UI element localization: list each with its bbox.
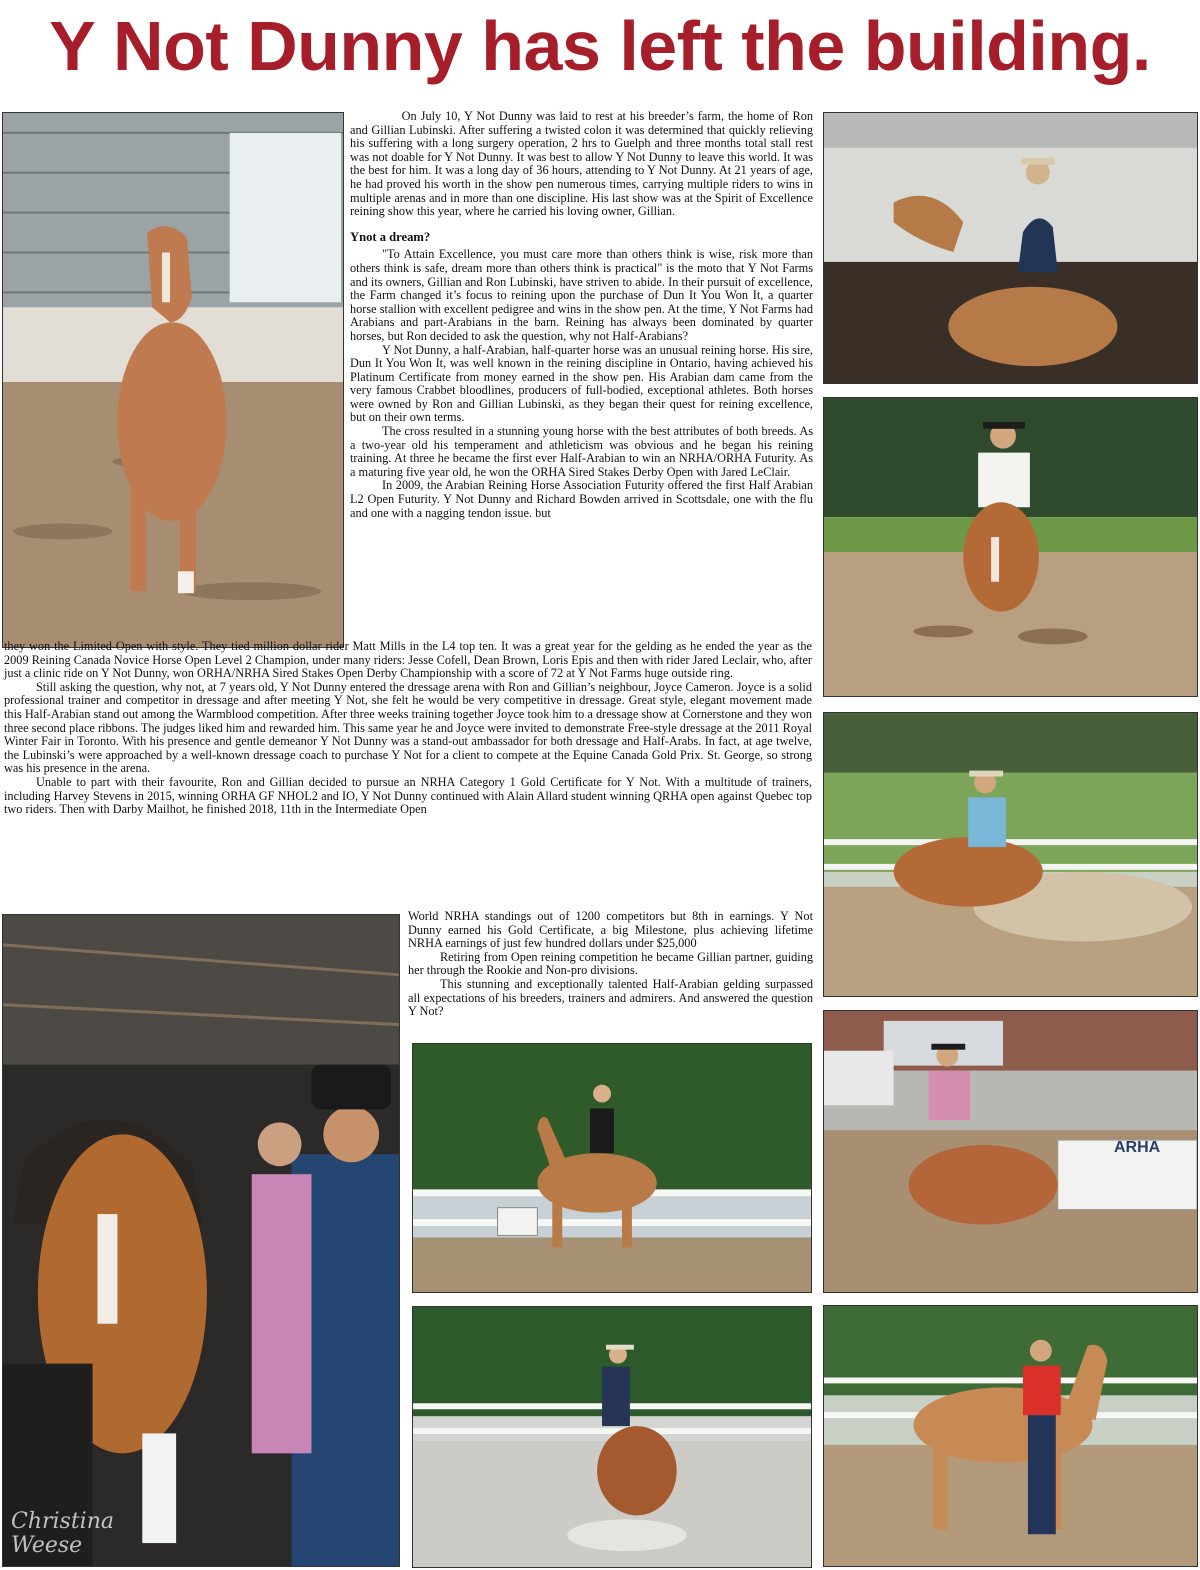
article-column-wide [4,640,812,912]
article-column-top [350,110,813,640]
paragraph-dressage: Still asking the question, why not, at 7 years old, Y Not Dunny entered the dressage arena with Ron and Gillian’s neighbour, Joyce Cameron. Joyce is a solid professional trainer and competitor in dressage and after meeting Y Not, she felt he would be very competitive in dressage. Great style, elegant movement made this Half-Arabian stand out among the Warmblood competition. After three weeks training together Joyce took him to a dressage show at Cornerstone and they won three second place ribbons. The judges liked him and rewarded him. This same year he and Joyce were invited to demonstrate Free-style dressage at the 2011 Royal Winter Fair in Toronto. With his presence and gentle demeanor Y Not Dunny was a stand-out ambassador for both dressage and Half-Arabs. In fact, at age twelve, the Lubinski’s were approached by a well-known dressage coach to purchase Y Not for a client to compete at the Equine Canada Gold Prix. St. George, so strong was his presence in the arena. [4,679,812,776]
photo-horse-indoor-arena [2,112,344,648]
photo-rider-arha-banner [823,1010,1198,1293]
paragraph-half-arabian: Y Not Dunny, a half-Arabian, half-quarter horse was an unusual reining horse. His sire, Dun It You Won It, was well known in the reining discipline in Ontario, having achieved his Platinum Certificate from money earned in the show pen. His Arabian dam came from the very famous Crabbet bloodlines, producers of full-bodied, exceptional athletes. Both horses were owned by Ron and Gillian Lubinski, as they began their quest for reining excellence, but on their own terms. [350,342,813,425]
article-column-bottom [408,910,813,1040]
paragraph-cross: The cross resulted in a stunning young horse with the best attributes of both breeds. As a two-year old his temperament and athleticism was obvious and he began his reining training. At three he became the first ever Half-Arabian to win an NRHA/ORHA Futurity. As a maturing five year old, he won the ORHA Sired Stakes Derby Open with Jared LeClair. [350,424,813,479]
headline: Y Not Dunny has left the building. [49,7,1151,85]
photo-rider-dust-arena [412,1306,812,1568]
photo-horse-with-people [2,914,400,1567]
paragraph-quote: "To Attain Excellence, you must care more than others think is wise, risk more than others think is safe, dream more than others think is practical" is the moto that Y Not Farms and its owners, Gillian and Ron Lubinski, have striven to abide. In their pursuit of excellence, the Farm changed it’s focus to reining upon the purchase of Dun It You Won It, a quarter horse stallion with excellent pedigree and wins in the show pen. At the time, Y Not Farms had Arabians and part-Arabians in the barn. Reining has always been dominated by quarter horses, but Ron decided to ask the question, why not Half-Arabians? [350,247,813,343]
paragraph-retire: Retiring from Open reining competition he became Gillian partner, guiding her through the Rookie and Non-pro divisions. [408,949,813,978]
paragraph-2009: In 2009, the Arabian Reining Horse Association Futurity offered the first Half Arabian L2 Open Futurity. Y Not Dunny and Richard Bowden arrived in Scottsdale, one with the flu and one with a nagging tendon issue. but [350,478,813,520]
photo-credit: Christina Weese [11,1509,115,1558]
photo-horse-halter-outdoor [823,1305,1198,1567]
paragraph-final: This stunning and exceptionally talented Half-Arabian gelding surpassed all expectations of his breeders, trainers and admirers. And answered the question Y Not? [408,976,813,1019]
photo-sliding-stop-indoor [823,112,1198,384]
paragraph-gold-continued: World NRHA standings out of 1200 competitors but 8th in earnings. Y Not Dunny earned his Gold Certificate, a big Milestone, plus achieving lifetime NRHA earnings of just few hundred dollars under $25,000 [408,909,813,951]
photo-rider-white-shirt-outdoor [823,397,1198,697]
photo-outdoor-sliding-stop-dust [823,712,1198,997]
section-heading: Ynot a dream? [350,229,431,244]
paragraph-gold-certificate: Unable to part with their favourite, Ron and Gillian decided to pursue an NRHA Category 1 Gold Certificate for Y Not. With a multitude of trainers, including Harvey Stevens in 2015, winning ORHA GF NHOL2 and IO, Y Not Dunny continued with Alain Allard student winning QRHA open against Quebec top two riders. Then with Darby Mailhot, he finished 2018, 11th in the Intermediate Open [4,774,812,817]
paragraph-2009-continued: they won the Limited Open with style. They tied million dollar rider Matt Mills in the L4 top ten. It was a great year for the gelding as he ended the year as the 2009 Reining Canada Novice Horse Open Level 2 Champion, under many riders: Jesse Cofell, Dean Brown, Loris Epis and then with rider Jared Leclair, who, after just a clinic ride on Y Not Dunny, won ORHA/NRHA Sired Stakes Open Derby Championship with a score of 72 at Y Not Farms huge outside ring. [4,639,812,681]
paragraph-intro: On July 10, Y Not Dunny was laid to rest at his breeder’s farm, the home of Ron and Gillian Lubinski. After suffering a twisted colon it was determined that quickly relieving his suffering with a long surgery operation, 2 hrs to Guelph and three months total stall rest was not doable for Y Not Dunny. It was best to allow Y Not Dunny to leave this world. It was the best for him. It was a long day of 36 hours, attending to Y Not Dunny. At 21 years of age, he had proved his worth in the show pen numerous times, carrying multiple riders to wins in multiple arenas and in more than one discipline. His last show was at the Spirit of Excellence reining show this year, where he carried his loving owner, Gillian. [350,109,813,219]
photo-dressage [412,1043,812,1293]
arha-banner-text: ARHA [1114,1139,1161,1156]
